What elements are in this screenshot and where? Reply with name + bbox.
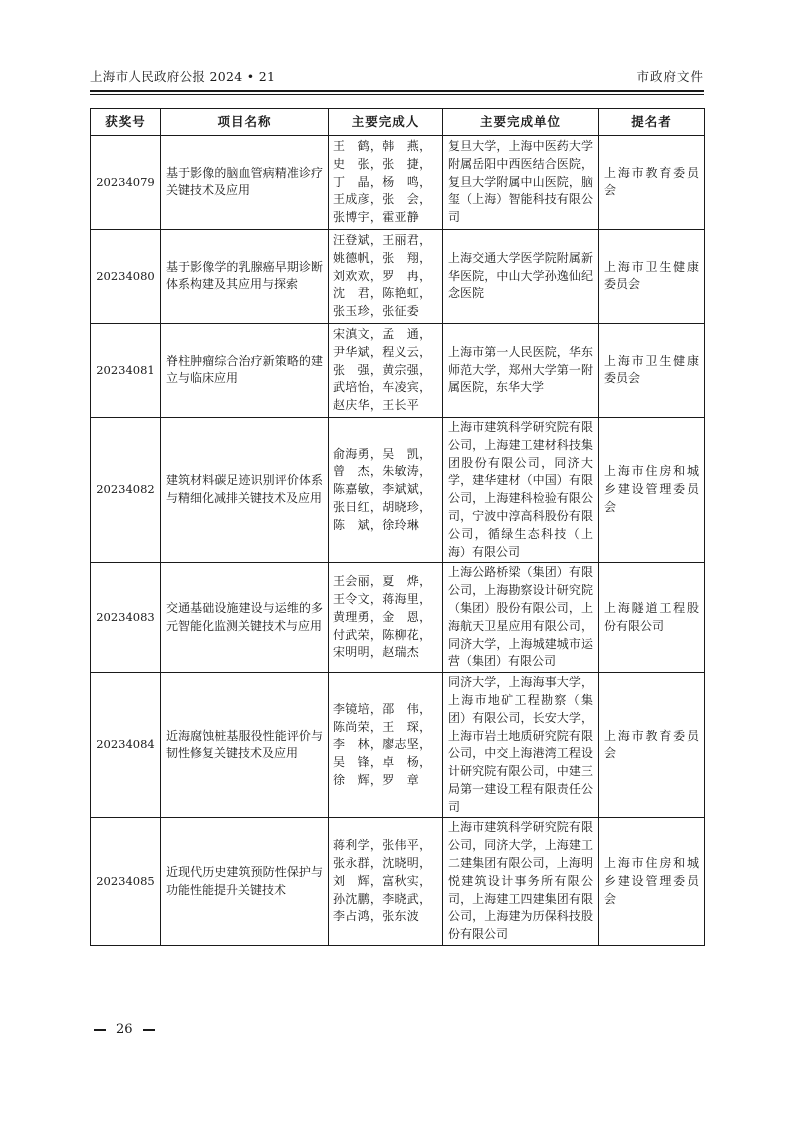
award-number: 20234080 (91, 229, 161, 323)
contributor-line: 武培怡，车凌宾， (333, 380, 432, 395)
main-contributors (329, 136, 443, 230)
page-number: 26 (116, 1022, 133, 1037)
project-name: 交通基础设施建设与运维的多元智能化监测关键技术与应用 (161, 563, 329, 673)
main-units: 同济大学，上海海事大学，上海市地矿工程勘察（集团）有限公司，长安大学，上海市岩土地质研究院有限公司，中交上海港湾工程设计研究院有限公司，中建三局第一建设工程有限责任公司 (443, 673, 599, 818)
table-row (91, 818, 705, 946)
award-number: 20234079 (91, 136, 161, 230)
contributor-line: 蒋利学，张伟平， (333, 838, 432, 853)
header-rule-thick (90, 90, 704, 92)
main-units: 上海市第一人民医院，华东师范大学，郑州大学第一附属医院，东华大学 (443, 323, 599, 417)
nominator: 上海市卫生健康委员会 (599, 323, 705, 417)
contributor-line: 刘 辉，富秋实， (333, 873, 432, 888)
column-header-nominator: 提名者 (599, 109, 705, 136)
contributor-line: 俞海勇，吴 凯， (333, 446, 432, 461)
contributor-line: 李 林，廖志坚， (333, 737, 432, 752)
column-header-main-contributors: 主要完成人 (329, 109, 443, 136)
contributor-line: 沈 君，陈艳虹， (333, 286, 432, 301)
contributor-line: 刘欢欢，罗 冉， (333, 268, 432, 283)
table-row (91, 417, 705, 562)
project-name: 基于影像的脑血管病精准诊疗关键技术及应用 (161, 136, 329, 230)
contributor-line: 张日红，胡晓珍， (333, 500, 432, 515)
contributor-line: 汪登斌，王丽君， (333, 232, 432, 247)
contributor-line: 丁 晶，杨 鸣， (333, 174, 432, 189)
column-header-project-name: 项目名称 (161, 109, 329, 136)
award-number: 20234083 (91, 563, 161, 673)
table-row (91, 229, 705, 323)
award-number: 20234085 (91, 818, 161, 946)
main-contributors (329, 673, 443, 818)
main-contributors (329, 229, 443, 323)
contributor-line: 王令文，蒋海里， (333, 592, 432, 607)
contributor-line: 张玉珍，张征委 (333, 304, 420, 319)
project-name: 近海腐蚀桩基服役性能评价与韧性修复关键技术及应用 (161, 673, 329, 818)
contributor-line: 李镜培，邵 伟， (333, 701, 432, 716)
awards-table (90, 108, 705, 946)
contributor-line: 张博宇，霍亚静 (333, 210, 420, 225)
footer-dash-left (94, 1029, 106, 1031)
contributor-line: 付武荣，陈柳花， (333, 627, 432, 642)
contributor-line: 王会丽，夏 烨， (333, 574, 432, 589)
footer-dash-right (143, 1029, 155, 1031)
table-row (91, 673, 705, 818)
nominator: 上海市卫生健康委员会 (599, 229, 705, 323)
page-header (90, 66, 704, 88)
nominator: 上海隧道工程股份有限公司 (599, 563, 705, 673)
contributor-line: 黄理勇，金 恩， (333, 609, 432, 624)
contributor-line: 张永群，沈晓明， (333, 856, 432, 871)
contributor-line: 宋滇文，孟 通， (333, 326, 432, 341)
table-row (91, 323, 705, 417)
contributor-line: 陈嘉敏，李斌斌， (333, 482, 432, 497)
contributor-line: 孙沈鹏，李晓武， (333, 891, 432, 906)
contributor-line: 宋明明，赵瑞杰 (333, 645, 420, 660)
main-units: 上海公路桥梁（集团）有限公司，上海勘察设计研究院（集团）股份有限公司，上海航天卫星应用有限公司，同济大学，上海城建城市运营（集团）有限公司 (443, 563, 599, 673)
column-header-award-number: 获奖号 (91, 109, 161, 136)
award-number: 20234081 (91, 323, 161, 417)
nominator: 上海市住房和城乡建设管理委员会 (599, 417, 705, 562)
main-units: 上海市建筑科学研究院有限公司，上海建工建材科技集团股份有限公司，同济大学，建华建材（中国）有限公司，上海建科检验有限公司，宁波中淳高科股份有限公司，循绿生态科技（上海）有限公司 (443, 417, 599, 562)
award-number: 20234084 (91, 673, 161, 818)
award-number: 20234082 (91, 417, 161, 562)
contributor-line: 李占鸿，张东波 (333, 909, 420, 924)
table-header-row (91, 109, 705, 136)
main-units: 上海交通大学医学院附属新华医院，中山大学孙逸仙纪念医院 (443, 229, 599, 323)
contributor-line: 史 张，张 捷， (333, 156, 432, 171)
main-contributors (329, 563, 443, 673)
contributor-line: 徐 辉，罗 章 (333, 772, 420, 787)
contributor-line: 吴 锋，卓 杨， (333, 755, 432, 770)
main-units: 上海市建筑科学研究院有限公司，同济大学，上海建工二建集团有限公司，上海明悦建筑设计事务所有限公司，上海建工四建集团有限公司，上海建为历保科技股份有限公司 (443, 818, 599, 946)
page-footer (94, 1020, 155, 1040)
header-rule-thin (90, 94, 704, 95)
project-name: 近现代历史建筑预防性保护与功能性能提升关键技术 (161, 818, 329, 946)
nominator: 上海市住房和城乡建设管理委员会 (599, 818, 705, 946)
main-contributors (329, 818, 443, 946)
section-label: 市政府文件 (636, 69, 704, 84)
project-name: 脊柱肿瘤综合治疗新策略的建立与临床应用 (161, 323, 329, 417)
project-name: 基于影像学的乳腺癌早期诊断体系构建及其应用与探索 (161, 229, 329, 323)
contributor-line: 陈尚荣，王 琛， (333, 719, 432, 734)
main-contributors (329, 417, 443, 562)
contributor-line: 曾 杰，朱敏涛， (333, 464, 432, 479)
contributor-line: 赵庆华，王长平 (333, 398, 420, 413)
table-row (91, 563, 705, 673)
contributor-line: 陈 斌，徐玲琳 (333, 517, 420, 532)
contributor-line: 王 鹤，韩 燕， (333, 139, 432, 153)
contributor-line: 尹华斌，程义云， (333, 344, 432, 359)
project-name: 建筑材料碳足迹识别评价体系与精细化减排关键技术及应用 (161, 417, 329, 562)
contributor-line: 王成彦，张 会， (333, 192, 432, 207)
main-contributors (329, 323, 443, 417)
gazette-title: 上海市人民政府公报 2024 • 21 (90, 69, 276, 84)
contributor-line: 姚德帆，张 翔， (333, 250, 432, 265)
contributor-line: 张 强，黄宗强， (333, 362, 432, 377)
nominator: 上海市教育委员会 (599, 673, 705, 818)
table-row (91, 136, 705, 230)
main-units: 复旦大学，上海中医药大学附属岳阳中西医结合医院，复旦大学附属中山医院，脑玺（上海）智能科技有限公司 (443, 136, 599, 230)
column-header-main-units: 主要完成单位 (443, 109, 599, 136)
nominator: 上海市教育委员会 (599, 136, 705, 230)
